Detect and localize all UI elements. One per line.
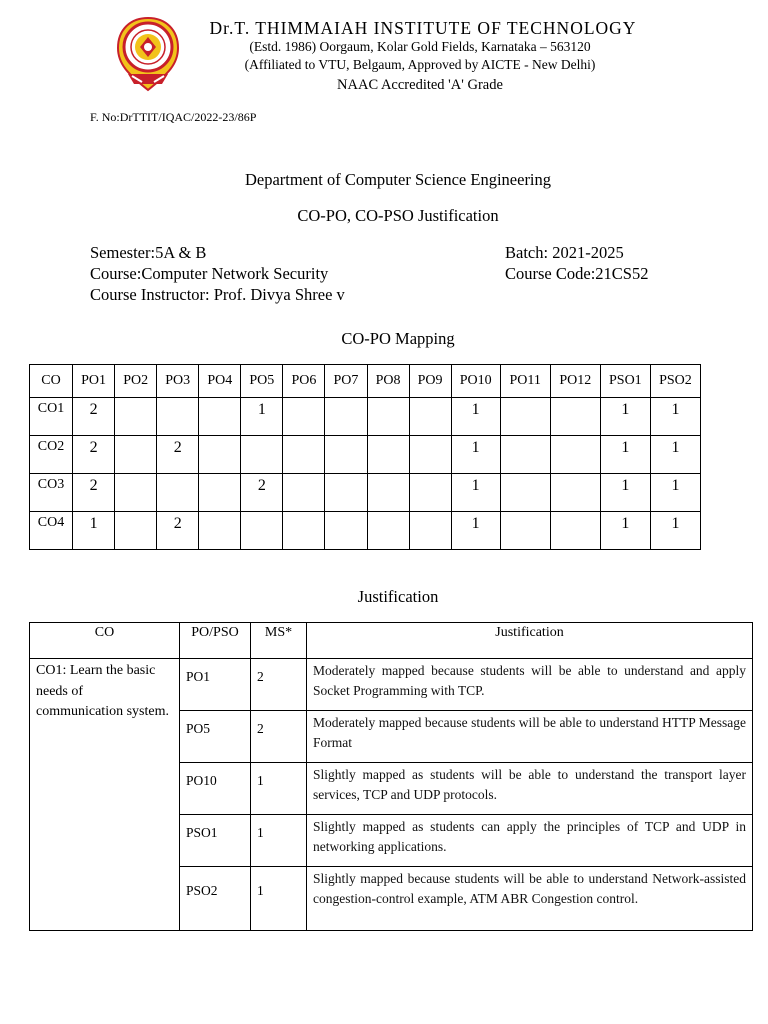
table-cell	[325, 398, 367, 436]
po-cell: PSO2	[180, 867, 251, 931]
table-cell	[199, 474, 241, 512]
justification-header-row	[30, 623, 753, 659]
table-cell	[115, 512, 157, 550]
table-cell	[550, 512, 600, 550]
header-po2: PO2	[115, 365, 157, 398]
table-cell: CO2	[30, 436, 73, 474]
header-po6: PO6	[283, 365, 325, 398]
table-cell	[115, 436, 157, 474]
table-cell	[283, 398, 325, 436]
naac-grade: NAAC Accredited 'A' Grade	[337, 77, 503, 93]
table-cell	[325, 474, 367, 512]
batch: Batch: 2021-2025	[505, 243, 624, 262]
table-row	[30, 512, 701, 550]
header-po12: PO12	[550, 365, 600, 398]
table-cell	[157, 398, 199, 436]
table-cell: 1	[451, 398, 500, 436]
table-cell: 1	[600, 474, 650, 512]
table-cell: 1	[600, 398, 650, 436]
table-cell	[241, 436, 283, 474]
table-cell: 1	[600, 512, 650, 550]
table-cell	[199, 398, 241, 436]
table-cell: 2	[157, 512, 199, 550]
table-cell	[367, 436, 409, 474]
header-po11: PO11	[500, 365, 550, 398]
header-po-pso: PO/PSO	[180, 623, 251, 659]
table-cell: 1	[451, 436, 500, 474]
table-cell	[409, 512, 451, 550]
table-cell	[367, 512, 409, 550]
table-cell: 1	[650, 436, 700, 474]
institute-logo	[116, 16, 180, 92]
table-cell	[241, 512, 283, 550]
table-cell	[157, 474, 199, 512]
table-row	[30, 474, 701, 512]
ms-cell: 1	[251, 763, 307, 815]
header-po4: PO4	[199, 365, 241, 398]
table-cell: 1	[451, 474, 500, 512]
header-po8: PO8	[367, 365, 409, 398]
header-po9: PO9	[409, 365, 451, 398]
header-co: CO	[30, 365, 73, 398]
table-row	[30, 436, 701, 474]
header-ms: MS*	[251, 623, 307, 659]
table-cell	[283, 512, 325, 550]
header-po10: PO10	[451, 365, 500, 398]
ms-cell: 1	[251, 815, 307, 867]
table-cell	[550, 398, 600, 436]
institute-name: Dr.T. THIMMAIAH INSTITUTE OF TECHNOLOGY	[209, 18, 637, 38]
course-instructor: Course Instructor: Prof. Divya Shree v	[90, 285, 345, 304]
course-info-left	[90, 242, 345, 305]
course-name: Course:Computer Network Security	[90, 264, 329, 283]
table-cell: 2	[157, 436, 199, 474]
institute-affiliation: (Affiliated to VTU, Belgaum, Approved by AICTE - New Delhi)	[244, 57, 596, 72]
table-cell	[115, 474, 157, 512]
co-description: CO1: Learn the basic needs of communication system.	[30, 659, 180, 931]
po-cell: PO10	[180, 763, 251, 815]
table-cell	[409, 436, 451, 474]
table-cell	[500, 436, 550, 474]
header-po3: PO3	[157, 365, 199, 398]
course-info-right	[505, 242, 648, 284]
header-pso2: PSO2	[650, 365, 700, 398]
table-cell: 2	[73, 436, 115, 474]
table-cell: 1	[241, 398, 283, 436]
table-cell: CO3	[30, 474, 73, 512]
document-title: CO-PO, CO-PSO Justification	[297, 206, 499, 225]
table-cell	[409, 398, 451, 436]
table-cell	[409, 474, 451, 512]
justification-text: Moderately mapped because students will be able to understand and apply Socket Programming with TCP.	[307, 659, 753, 711]
header-po1: PO1	[73, 365, 115, 398]
justification-text: Slightly mapped because students will be able to understand Network-assisted congestion-control example, ATM ABR Congestion control.	[307, 867, 753, 931]
mapping-title: CO-PO Mapping	[341, 329, 455, 348]
table-cell: 1	[650, 512, 700, 550]
ms-cell: 2	[251, 659, 307, 711]
table-row	[30, 659, 753, 711]
ms-cell: 1	[251, 867, 307, 931]
table-cell: 2	[73, 474, 115, 512]
header-justification: Justification	[307, 623, 753, 659]
header-po5: PO5	[241, 365, 283, 398]
justification-table	[29, 622, 753, 931]
table-cell: 1	[650, 398, 700, 436]
mapping-header-row	[30, 365, 701, 398]
po-cell: PO5	[180, 711, 251, 763]
justification-text: Moderately mapped because students will be able to understand HTTP Message Format	[307, 711, 753, 763]
table-row	[30, 398, 701, 436]
file-number: F. No:DrTTIT/IQAC/2022-23/86P	[90, 110, 257, 124]
table-cell	[367, 474, 409, 512]
department-title: Department of Computer Science Engineering	[244, 170, 552, 189]
justification-title: Justification	[357, 587, 439, 606]
table-cell: 2	[241, 474, 283, 512]
table-cell	[325, 512, 367, 550]
table-cell	[115, 398, 157, 436]
table-cell: CO1	[30, 398, 73, 436]
table-cell: 1	[73, 512, 115, 550]
table-cell	[367, 398, 409, 436]
header-po7: PO7	[325, 365, 367, 398]
table-cell: 1	[451, 512, 500, 550]
table-cell: 2	[73, 398, 115, 436]
co-po-mapping-table	[29, 364, 701, 550]
table-cell: CO4	[30, 512, 73, 550]
table-cell	[500, 512, 550, 550]
course-code: Course Code:21CS52	[505, 264, 649, 283]
po-cell: PSO1	[180, 815, 251, 867]
semester: Semester:5A & B	[90, 243, 207, 262]
table-cell	[550, 436, 600, 474]
table-cell	[550, 474, 600, 512]
table-cell	[325, 436, 367, 474]
table-cell: 1	[600, 436, 650, 474]
ms-cell: 2	[251, 711, 307, 763]
table-cell	[199, 436, 241, 474]
header-co: CO	[30, 623, 180, 659]
table-cell	[199, 512, 241, 550]
institute-address: (Estd. 1986) Oorgaum, Kolar Gold Fields, Karnataka – 563120	[249, 39, 591, 54]
table-cell: 1	[650, 474, 700, 512]
po-cell: PO1	[180, 659, 251, 711]
table-cell	[283, 436, 325, 474]
table-cell	[283, 474, 325, 512]
table-cell	[500, 474, 550, 512]
justification-text: Slightly mapped as students will be able to understand the transport layer services, TCP and UDP protocols.	[307, 763, 753, 815]
header-pso1: PSO1	[600, 365, 650, 398]
table-cell	[500, 398, 550, 436]
justification-text: Slightly mapped as students can apply the principles of TCP and UDP in networking applications.	[307, 815, 753, 867]
